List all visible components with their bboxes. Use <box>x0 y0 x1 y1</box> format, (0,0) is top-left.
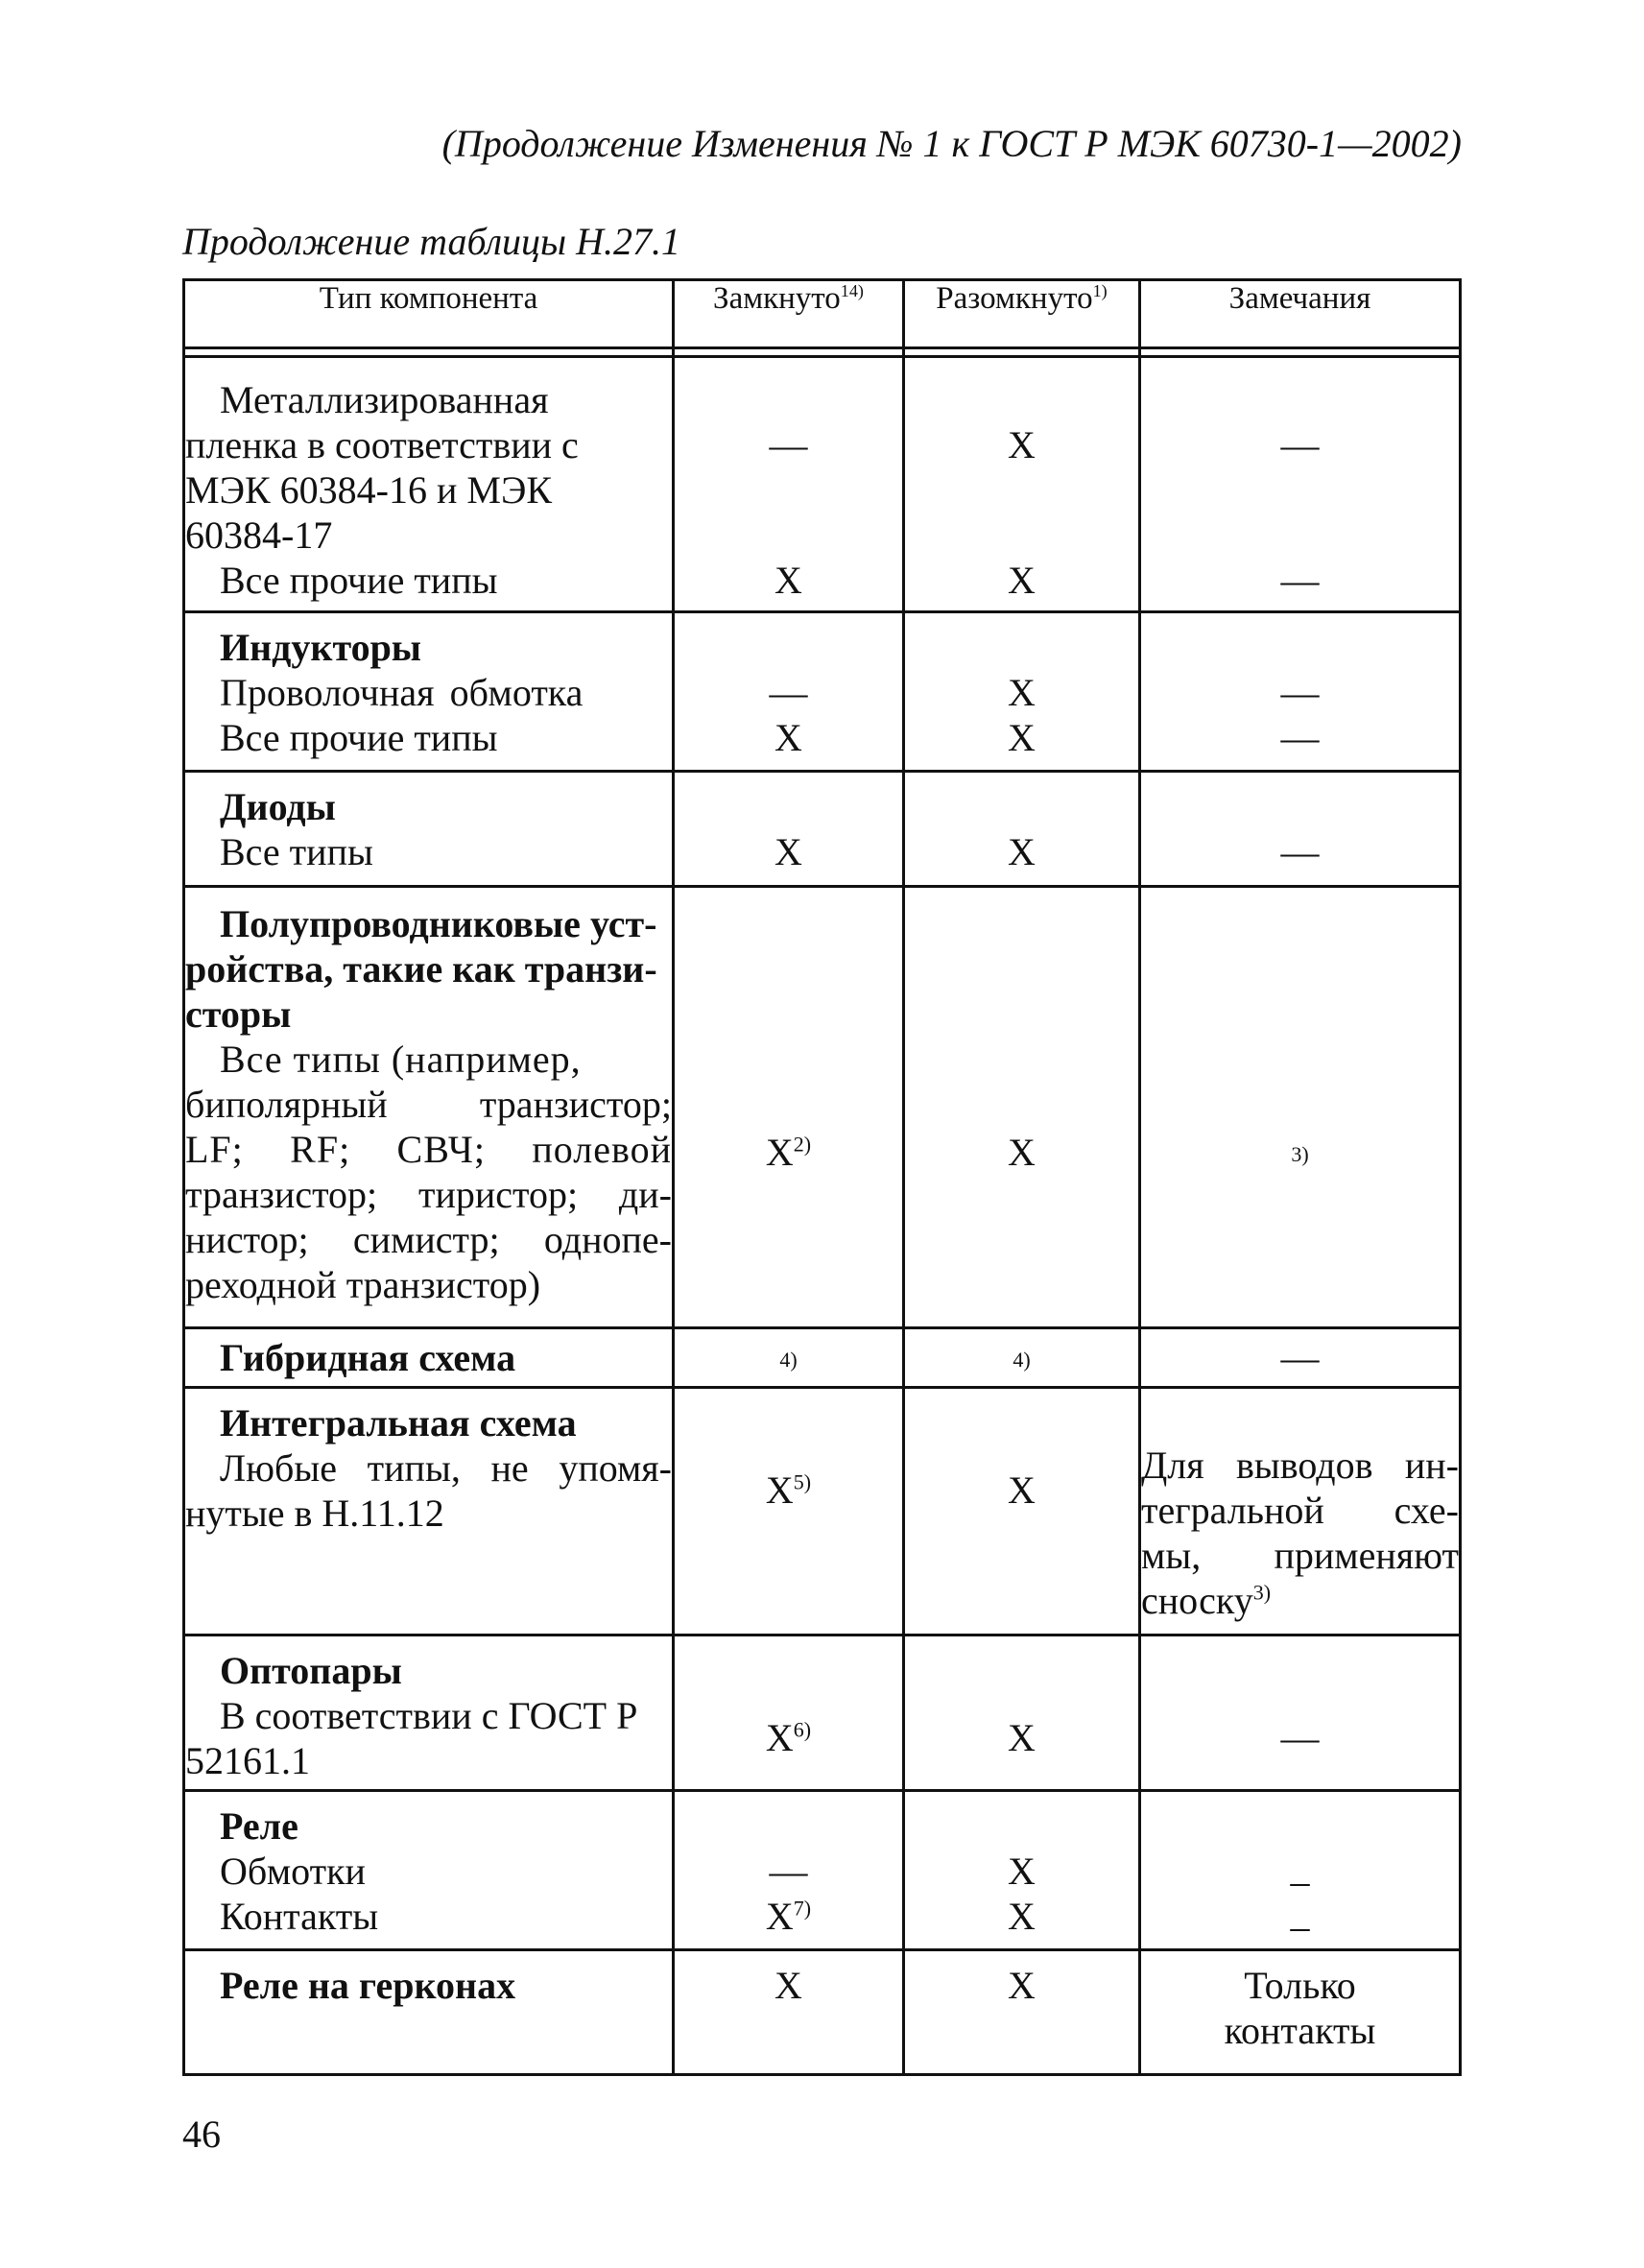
reed-relay-note-line-1: Только <box>1244 1964 1356 2007</box>
optocouplers-open: X <box>1008 1716 1036 1759</box>
semi-title-line-2: ройства, такие как транзи- <box>185 947 657 991</box>
metal-film-closed: — <box>769 423 808 466</box>
metal-film-line-1: Металлизированная <box>220 378 549 421</box>
relay-contacts-label: Контакты <box>220 1895 379 1938</box>
semi-desc-line-5: нистор; симистр; однопе- <box>185 1218 672 1261</box>
component-table <box>182 278 1462 2076</box>
page-number: 46 <box>182 2113 221 2156</box>
integrated-closed: $X^{5)}$ <box>765 1468 812 1512</box>
optocouplers-desc-line-1: В соответствии с ГОСТ Р <box>220 1694 638 1737</box>
table-row-hybrid <box>184 1328 1461 1388</box>
hybrid-closed-ref: 4) <box>779 1348 798 1372</box>
table-row-integrated <box>184 1388 1461 1635</box>
optocouplers-title: Оптопары <box>220 1649 402 1692</box>
inductors-wire-note: — <box>1280 671 1320 714</box>
integrated-desc-line-2: нутые в Н.11.12 <box>185 1492 444 1535</box>
semi-note-ref: 3) <box>1291 1142 1309 1166</box>
inductors-title: Индукторы <box>220 626 422 669</box>
metal-other-closed: X <box>774 559 802 602</box>
integrated-desc-line-1: Любые типы, не упомя- <box>220 1446 672 1490</box>
document-continuation-title: (Продолжение Изменения № 1 к ГОСТ Р МЭК 60730-1—2002) <box>441 122 1462 165</box>
relay-coils-label: Обмотки <box>220 1850 366 1893</box>
table-row-inductors <box>184 612 1461 772</box>
semi-desc-line-4: транзистор; тиристор; ди- <box>185 1173 672 1216</box>
inductors-other-note: — <box>1280 716 1320 759</box>
optocouplers-closed: $X^{6)}$ <box>765 1716 812 1759</box>
metal-other-note: — <box>1280 559 1320 602</box>
optocouplers-note: — <box>1280 1716 1320 1759</box>
relay-coils-closed: — <box>769 1850 808 1893</box>
diodes-title: Диоды <box>220 785 336 828</box>
column-header-closed: Замкнуто$^{14)}$ <box>674 280 904 348</box>
metal-film-open: X <box>1008 423 1036 466</box>
metal-film-line-3: МЭК 60384-16 и МЭК <box>185 468 553 512</box>
reed-relay-open: X <box>1008 1964 1036 2007</box>
metal-other-open: X <box>1008 559 1036 602</box>
table-caption: Продолжение таблицы Н.27.1 <box>182 220 680 263</box>
inductors-wire-closed: — <box>769 671 808 714</box>
semi-desc-line-2: биполярный транзистор; <box>185 1083 672 1126</box>
relay-coils-note: _ <box>1290 1847 1310 1890</box>
semi-title-line-1: Полупроводниковые уст- <box>220 902 657 945</box>
semi-desc-line-6: реходной транзистор) <box>185 1263 541 1306</box>
hybrid-note: — <box>1280 1336 1320 1379</box>
metal-other-label: Все прочие типы <box>220 559 498 602</box>
header-separator <box>184 348 1461 357</box>
integrated-note-line-3: мы, применяют <box>1141 1534 1459 1577</box>
table-header-row <box>184 280 1461 348</box>
relay-contacts-closed: $X^{7)}$ <box>765 1895 812 1938</box>
table-row-semiconductors <box>184 887 1461 1328</box>
diodes-all-label: Все типы <box>220 830 373 873</box>
relay-title: Реле <box>220 1804 298 1848</box>
relay-contacts-note: _ <box>1290 1892 1310 1935</box>
inductors-other-open: X <box>1008 716 1036 759</box>
reed-relay-note-line-2: контакты <box>1224 2009 1376 2052</box>
column-header-open: Разомкнуто$^{1)}$ <box>904 280 1140 348</box>
integrated-note-line-4: сноску$^{3)}$ <box>1141 1579 1272 1622</box>
reed-relay-title: Реле на герконах <box>220 1964 516 2007</box>
integrated-title: Интегральная схема <box>220 1401 577 1444</box>
relay-coils-open: X <box>1008 1850 1036 1893</box>
diodes-note: — <box>1280 830 1320 873</box>
integrated-note-line-2: тегральной схе- <box>1141 1489 1459 1532</box>
inductors-other-label: Все прочие типы <box>220 716 498 759</box>
table-row-relay <box>184 1791 1461 1950</box>
inductors-wire-open: X <box>1008 671 1036 714</box>
diodes-closed: X <box>774 830 802 873</box>
hybrid-title: Гибридная схема <box>220 1336 516 1379</box>
integrated-open: X <box>1008 1468 1036 1512</box>
column-header-type: Тип компонента <box>184 280 674 348</box>
metal-film-line-4: 60384-17 <box>185 513 333 557</box>
table-row-optocouplers <box>184 1635 1461 1791</box>
table-row-metal-film <box>184 357 1461 612</box>
column-header-notes: Замечания <box>1140 280 1461 348</box>
semi-desc-line-3: LF; RF; СВЧ; полевой <box>185 1128 672 1171</box>
hybrid-open-ref: 4) <box>1013 1348 1031 1372</box>
reed-relay-closed: X <box>774 1964 802 2007</box>
semi-closed: $X^{2)}$ <box>765 1131 812 1174</box>
inductors-other-closed: X <box>774 716 802 759</box>
relay-contacts-open: X <box>1008 1895 1036 1938</box>
metal-film-line-2: пленка в соответствии с <box>185 423 579 466</box>
integrated-note-line-1: Для выводов ин- <box>1141 1444 1459 1487</box>
inductors-wire-label: Проволочная обмотка <box>220 671 584 714</box>
table-row-diodes <box>184 772 1461 887</box>
semi-open: X <box>1008 1131 1036 1174</box>
diodes-open: X <box>1008 830 1036 873</box>
optocouplers-desc-line-2: 52161.1 <box>185 1739 310 1782</box>
table-row-reed-relay <box>184 1950 1461 2075</box>
metal-film-note: — <box>1280 423 1320 466</box>
semi-desc-line-1: Все типы (например, <box>220 1038 582 1081</box>
semi-title-line-3: сторы <box>185 992 292 1036</box>
